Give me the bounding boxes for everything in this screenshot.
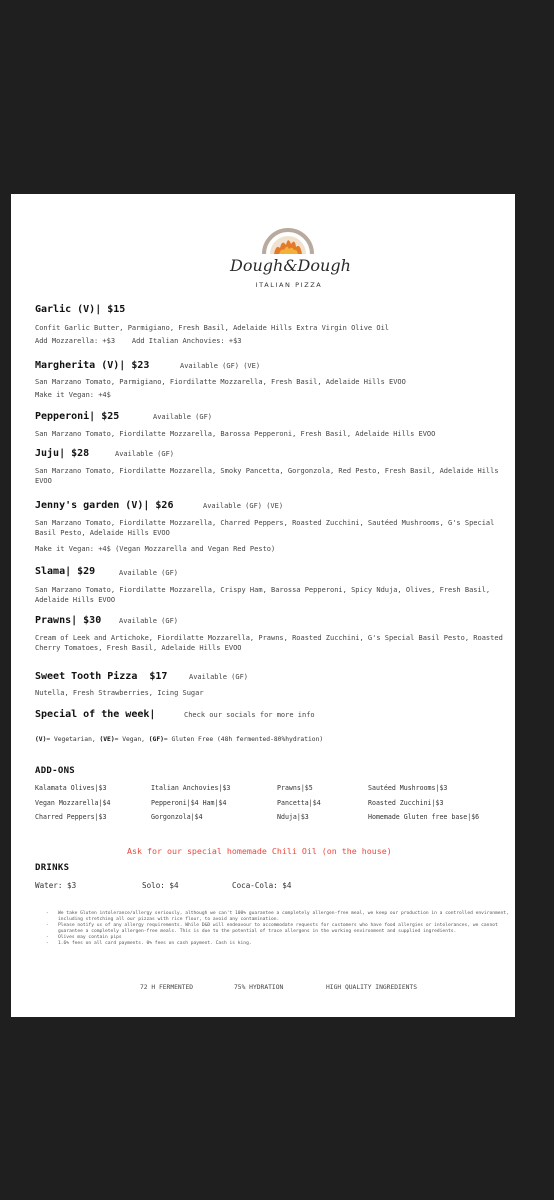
legend-text-gluten-free: = Gluten Free (48h fermented-80%hydration) (163, 736, 324, 743)
pizza-name: Pepperoni| $25 (35, 411, 120, 422)
legend-text-vegan: = Vegan, (114, 736, 149, 743)
addon-item: Nduja|$3 (277, 813, 309, 821)
addon-item: Homemade Gluten free base|$6 (368, 813, 480, 821)
pizza-ingredients: San Marzano Tomato, Fiordilatte Mozzarella, Barossa Pepperoni, Fresh Basil, Adelaide Hills EVOO (35, 430, 436, 438)
pizza-ingredients: Nutella, Fresh Strawberries, Icing Sugar (35, 689, 204, 697)
menu-page (11, 194, 515, 1017)
addon-item: Kalamata Olives|$3 (35, 784, 107, 792)
footer-fermented: 72 H FERMENTED (140, 984, 194, 991)
brand-tagline: ITALIAN PIZZA (255, 281, 323, 289)
allergy-notes (46, 911, 516, 947)
pizza-name: Slama| $29 (35, 566, 96, 577)
availability-text: Available (GF) (119, 617, 179, 625)
brand-logo (230, 228, 351, 300)
addon-item: Pepperoni|$4 Ham|$4 (151, 799, 227, 807)
availability-text: Available (GF) (115, 450, 175, 458)
chili-oil-note: Ask for our special homemade Chili Oil (on the house) (127, 846, 392, 856)
availability-text: Available (GF) (VE) (203, 502, 284, 510)
drinks-heading: DRINKS (35, 863, 70, 873)
addon-item: Pancetta|$4 (277, 799, 321, 807)
addon-item: Charred Peppers|$3 (35, 813, 107, 821)
availability-text: Available (GF) (119, 569, 179, 577)
pizza-name: Margherita (V)| $23 (35, 360, 150, 371)
addon-item: Italian Anchovies|$3 (151, 784, 231, 792)
dietary-legend (35, 736, 323, 743)
addons-heading: ADD-ONS (35, 766, 76, 776)
pizza-name: Juju| $28 (35, 448, 90, 459)
pizza-ingredients: San Marzano Tomato, Parmigiano, Fiordilatte Mozzarella, Fresh Basil, Adelaide Hills EVOO (35, 378, 406, 386)
note-item: - 1.6% fees on all card payments. 0% fees on cash payment. Cash is king. (46, 941, 516, 947)
drink-item: Solo: $4 (142, 881, 179, 890)
note-item: - We take Gluten intolerance/allergy seriously, although we can't 100% guarantee a completely allergen-free meal, we keep our production in a controlled environment, including stretching all our pizzas with rice flour, to avoid any contamination. (46, 911, 516, 923)
legend-text-vegetarian: = Vegetarian, (46, 736, 100, 743)
pizza-ingredients: Cream of Leek and Artichoke, Fiordilatte Mozzarella, Prawns, Roasted Zucchini, G's Special Basil Pesto, Roasted Cherry Tomatoes, Fresh Basil, Adelaide Hills EVOO (35, 634, 503, 652)
pizza-ingredients: San Marzano Tomato, Fiordilatte Mozzarella, Smoky Pancetta, Gorgonzola, Red Pesto, Fresh Basil, Adelaide Hills EVOO (35, 467, 499, 485)
legend-key-vegan: (VE) (99, 736, 115, 743)
special-note: Check our socials for more info (184, 711, 315, 719)
special-title: Special of the week| (35, 709, 156, 720)
pizza-ingredients: Confit Garlic Butter, Parmigiano, Fresh Basil, Adelaide Hills Extra Virgin Olive Oil (35, 324, 390, 332)
footer-ingredients: HIGH QUALITY INGREDIENTS (326, 984, 417, 991)
legend-key-vegetarian: (V) (35, 736, 47, 743)
addon-item: Gorgonzola|$4 (151, 813, 203, 821)
addon-item: Roasted Zucchini|$3 (368, 799, 444, 807)
pizza-ingredients: San Marzano Tomato, Fiordilatte Mozzarella, Crispy Ham, Barossa Pepperoni, Spicy Nduja, Olives, Fresh Basil, Adelaide Hills EVOO (35, 586, 491, 604)
oven-flame-icon (262, 228, 314, 254)
drink-item: Coca-Cola: $4 (232, 881, 292, 890)
pizza-extra: Make it Vegan: +4$ (35, 391, 111, 399)
addon-item: Sautéed Mushrooms|$3 (368, 784, 448, 792)
drink-item: Water: $3 (35, 881, 77, 890)
availability-text: Available (GF) (153, 413, 213, 421)
pizza-name: Garlic (V)| $15 (35, 304, 126, 315)
addon-item: Vegan Mozzarella|$4 (35, 799, 111, 807)
pizza-ingredients: San Marzano Tomato, Fiordilatte Mozzarella, Charred Peppers, Roasted Zucchini, Sautéed Mushrooms, G's Special Basil Pesto, Adelaide Hills EVOO (35, 519, 495, 537)
addon-item: Prawns|$5 (277, 784, 313, 792)
availability-text: Available (GF) (189, 673, 249, 681)
pizza-name: Prawns| $30 (35, 615, 102, 626)
note-item: - Please notify us of any allergy requirements. While D&D will endeavour to accommodate requests for customers who have food allergies or intolerances, we cannot guarantee a completely allergen-free meals. This is due to the potential of trace allergens in the working environment and supplied ingredients. (46, 923, 516, 935)
footer-hydration: 75% HYDRATION (234, 984, 284, 991)
pizza-extra: Add Mozzarella: +$3 Add Italian Anchovies: +$3 (35, 337, 242, 345)
brand-name: Dough&Dough (230, 256, 351, 275)
pizza-name: Jenny's garden (V)| $26 (35, 500, 174, 511)
availability-text: Available (GF) (VE) (180, 362, 261, 370)
note-item: - Olives may contain pips (46, 935, 516, 941)
pizza-extra: Make it Vegan: +4$ (Vegan Mozzarella and Vegan Red Pesto) (35, 545, 276, 553)
pizza-name: Sweet Tooth Pizza $17 (35, 671, 168, 682)
legend-key-gluten-free: (GF) (148, 736, 164, 743)
